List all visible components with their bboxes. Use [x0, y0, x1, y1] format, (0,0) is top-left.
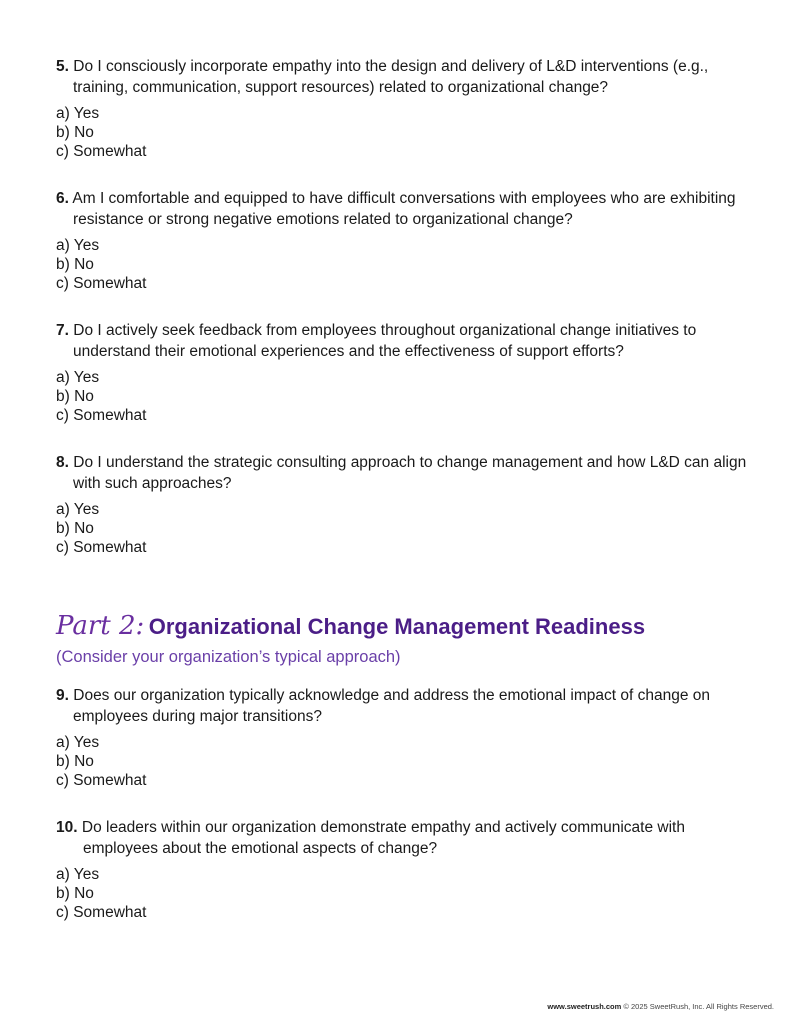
option-b: b) No — [56, 124, 94, 141]
answer-options — [56, 368, 756, 425]
footer-site-link[interactable]: www.sweetrush.com — [547, 1002, 622, 1011]
question-text — [56, 452, 756, 494]
question-7 — [56, 320, 756, 425]
answer-options — [56, 500, 756, 557]
answer-options — [56, 104, 756, 161]
question-text — [56, 817, 756, 859]
question-text — [56, 56, 756, 98]
footer-copyright: © 2025 SweetRush, Inc. All Rights Reserved. — [621, 1002, 774, 1011]
question-5 — [56, 56, 756, 161]
section-subtitle: (Consider your organization’s typical approach) — [56, 648, 401, 666]
option-b: b) No — [56, 520, 94, 537]
question-text — [56, 188, 756, 230]
question-number: 9. — [56, 687, 69, 704]
option-b: b) No — [56, 753, 94, 770]
option-c: c) Somewhat — [56, 275, 147, 292]
question-body: Am I comfortable and equipped to have difficult conversations with employees who are exhibiting resistance or strong negative emotions related to organizational change? — [72, 190, 736, 228]
option-b: b) No — [56, 885, 94, 902]
option-c: c) Somewhat — [56, 143, 147, 160]
part-label: Part 2: — [56, 611, 145, 641]
question-text — [56, 685, 756, 727]
question-body: Does our organization typically acknowledge and address the emotional impact of change on employees during major transitions? — [73, 687, 710, 725]
question-body: Do I consciously incorporate empathy into the design and delivery of L&D interventions (e.g., training, communication, support resources) related to organizational change? — [73, 58, 709, 96]
page-footer — [547, 1002, 774, 1011]
question-number: 10. — [56, 819, 78, 836]
question-body: Do I understand the strategic consulting approach to change management and how L&D can align with such approaches? — [73, 454, 747, 492]
answer-options — [56, 733, 756, 790]
question-number: 7. — [56, 322, 69, 339]
option-a: a) Yes — [56, 369, 100, 386]
option-c: c) Somewhat — [56, 407, 147, 424]
section-title: Organizational Change Management Readiness — [148, 614, 646, 639]
question-8 — [56, 452, 756, 557]
question-number: 5. — [56, 58, 69, 75]
answer-options — [56, 865, 756, 922]
question-9 — [56, 685, 756, 790]
option-c: c) Somewhat — [56, 904, 147, 921]
option-a: a) Yes — [56, 734, 100, 751]
question-text — [56, 320, 756, 362]
answer-options — [56, 236, 756, 293]
option-a: a) Yes — [56, 105, 100, 122]
option-a: a) Yes — [56, 866, 100, 883]
question-6 — [56, 188, 756, 293]
question-body: Do leaders within our organization demonstrate empathy and actively communicate with employees about the emotional aspects of change? — [81, 819, 685, 857]
question-10 — [56, 817, 756, 922]
part-2-header — [56, 610, 776, 667]
question-number: 8. — [56, 454, 69, 471]
question-number: 6. — [56, 190, 69, 207]
option-b: b) No — [56, 388, 94, 405]
option-a: a) Yes — [56, 237, 100, 254]
option-c: c) Somewhat — [56, 539, 147, 556]
option-c: c) Somewhat — [56, 772, 147, 789]
question-body: Do I actively seek feedback from employees throughout organizational change initiatives to understand their emotional experiences and the effectiveness of support efforts? — [73, 322, 697, 360]
section-heading — [56, 610, 776, 646]
option-a: a) Yes — [56, 501, 100, 518]
option-b: b) No — [56, 256, 94, 273]
